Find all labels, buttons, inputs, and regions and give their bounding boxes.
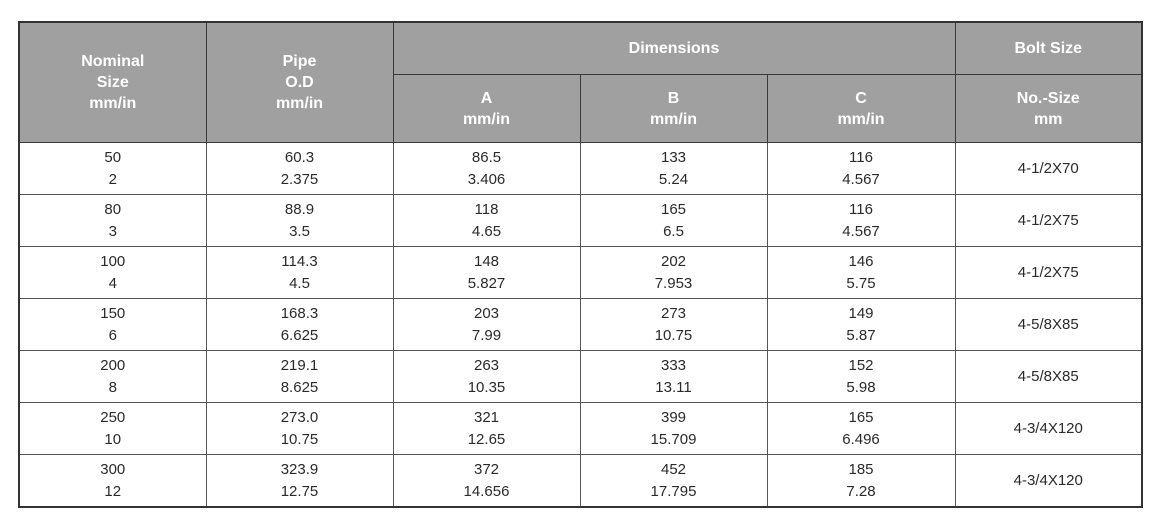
cell-mm: 150 [100, 304, 126, 322]
table-row [19, 403, 1142, 455]
cell-bolt: 4-5/8X85 [955, 351, 1142, 403]
header-col-b-label: B [667, 89, 680, 107]
cell-mm: 399 [660, 408, 687, 426]
cell-od [206, 403, 393, 455]
cell-in: 14.656 [463, 482, 510, 500]
cell-od [206, 247, 393, 299]
cell-bolt: 4-1/2X75 [955, 195, 1142, 247]
cell-a [393, 143, 580, 195]
table-row [19, 455, 1142, 508]
cell-mm: 321 [473, 408, 500, 426]
cell-c [767, 403, 955, 455]
cell-a [393, 299, 580, 351]
flange-dimension-table [18, 21, 1143, 508]
cell-in: 12.75 [280, 482, 319, 500]
cell-c [767, 351, 955, 403]
cell-mm: 273 [660, 304, 687, 322]
cell-od [206, 195, 393, 247]
cell-in: 6.625 [280, 326, 319, 344]
cell-a [393, 455, 580, 508]
cell-in: 4.5 [289, 274, 310, 292]
cell-in: 3.5 [289, 222, 310, 240]
cell-b [580, 351, 767, 403]
cell-mm: 100 [100, 252, 126, 270]
cell-mm: 118 [474, 200, 499, 218]
cell-in: 6.5 [663, 222, 684, 240]
cell-mm: 250 [100, 408, 126, 426]
cell-c [767, 455, 955, 508]
cell-mm: 148 [473, 252, 500, 270]
cell-mm: 146 [848, 252, 874, 270]
cell-mm: 86.5 [471, 148, 502, 166]
cell-in: 7.953 [654, 274, 693, 292]
cell-in: 13.11 [655, 378, 692, 396]
cell-mm: 114.3 [281, 252, 318, 270]
cell-bolt: 4-5/8X85 [955, 299, 1142, 351]
cell-in: 10.35 [467, 378, 506, 396]
header-col-a [393, 75, 580, 143]
header-nominal-size-unit: mm/in [89, 95, 137, 112]
header-pipe-od-line: O.D [285, 74, 314, 91]
cell-mm: 133 [660, 148, 687, 166]
table-row [19, 195, 1142, 247]
cell-b [580, 247, 767, 299]
header-dimensions: Dimensions [393, 22, 955, 75]
table-row [19, 299, 1142, 351]
header-row-top [19, 22, 1142, 75]
header-col-b-unit: mm/in [649, 110, 698, 128]
cell-mm: 152 [848, 356, 874, 374]
table-row [19, 247, 1142, 299]
cell-mm: 168.3 [280, 304, 319, 322]
cell-mm: 202 [660, 252, 687, 270]
cell-mm: 165 [848, 408, 874, 426]
table-header [19, 22, 1142, 143]
cell-c [767, 299, 955, 351]
cell-in: 12.65 [467, 430, 506, 448]
cell-a [393, 403, 580, 455]
header-col-a-label: A [480, 89, 493, 107]
cell-a [393, 195, 580, 247]
header-col-c-unit: mm/in [837, 110, 885, 128]
cell-in: 8.625 [280, 378, 319, 396]
header-col-b [580, 75, 767, 143]
cell-nominal [19, 351, 206, 403]
cell-in: 7.99 [471, 326, 502, 344]
cell-mm: 203 [473, 304, 500, 322]
cell-b [580, 195, 767, 247]
cell-in: 3 [108, 222, 117, 240]
cell-in: 5.24 [658, 170, 689, 188]
cell-mm: 116 [849, 200, 873, 218]
table-row [19, 351, 1142, 403]
cell-in: 12 [104, 482, 122, 500]
cell-mm: 149 [848, 304, 874, 322]
cell-in: 2.375 [280, 170, 319, 188]
cell-in: 17.795 [650, 482, 697, 500]
cell-b [580, 299, 767, 351]
cell-mm: 372 [473, 460, 500, 478]
header-no-size [955, 75, 1142, 143]
cell-in: 10 [104, 430, 122, 448]
cell-in: 3.406 [467, 170, 506, 188]
cell-mm: 452 [660, 460, 687, 478]
header-col-c-label: C [855, 89, 867, 107]
cell-in: 4.567 [842, 222, 880, 240]
cell-nominal [19, 403, 206, 455]
header-no-size-unit: mm [1034, 110, 1063, 128]
cell-nominal [19, 455, 206, 508]
cell-bolt: 4-1/2X70 [955, 143, 1142, 195]
cell-in: 5.87 [846, 326, 876, 344]
header-col-a-unit: mm/in [462, 110, 511, 128]
cell-od [206, 143, 393, 195]
cell-in: 5.75 [846, 274, 876, 292]
cell-mm: 333 [660, 356, 687, 374]
cell-mm: 80 [104, 200, 122, 218]
header-no-size-label: No.-Size [1016, 89, 1080, 107]
header-pipe-od [206, 22, 393, 143]
header-bolt-size: Bolt Size [955, 22, 1142, 75]
header-col-c [767, 75, 955, 143]
table-body [19, 143, 1142, 508]
cell-mm: 219.1 [280, 356, 319, 374]
cell-mm: 50 [104, 148, 122, 166]
cell-od [206, 299, 393, 351]
cell-in: 2 [108, 170, 117, 188]
cell-in: 4.65 [471, 222, 502, 240]
cell-in: 8 [108, 378, 117, 396]
cell-mm: 116 [849, 148, 873, 166]
header-nominal-size-line: Size [96, 74, 129, 91]
cell-nominal [19, 195, 206, 247]
cell-a [393, 247, 580, 299]
cell-mm: 273.0 [280, 408, 319, 426]
header-nominal-size-line: Nominal [81, 53, 145, 70]
cell-in: 5.98 [846, 378, 876, 396]
cell-bolt: 4-1/2X75 [955, 247, 1142, 299]
cell-bolt: 4-3/4X120 [955, 455, 1142, 508]
cell-mm: 200 [100, 356, 126, 374]
cell-in: 5.827 [467, 274, 506, 292]
cell-a [393, 351, 580, 403]
cell-od [206, 351, 393, 403]
cell-mm: 300 [100, 460, 126, 478]
cell-b [580, 403, 767, 455]
header-pipe-od-unit: mm/in [275, 95, 324, 112]
table-row [19, 143, 1142, 195]
cell-mm: 185 [848, 460, 874, 478]
cell-in: 10.75 [654, 326, 693, 344]
cell-mm: 165 [660, 200, 687, 218]
cell-in: 4 [108, 274, 117, 292]
cell-c [767, 195, 955, 247]
cell-in: 6 [108, 326, 117, 344]
cell-od [206, 455, 393, 508]
cell-nominal [19, 247, 206, 299]
cell-mm: 60.3 [284, 148, 315, 166]
cell-c [767, 143, 955, 195]
cell-b [580, 455, 767, 508]
cell-in: 7.28 [846, 482, 876, 500]
cell-in: 6.496 [842, 430, 880, 448]
cell-b [580, 143, 767, 195]
cell-nominal [19, 299, 206, 351]
cell-nominal [19, 143, 206, 195]
cell-mm: 88.9 [284, 200, 315, 218]
cell-bolt: 4-3/4X120 [955, 403, 1142, 455]
cell-in: 10.75 [280, 430, 319, 448]
header-nominal-size [19, 22, 206, 143]
header-pipe-od-line: Pipe [282, 53, 317, 70]
cell-in: 4.567 [842, 170, 880, 188]
cell-c [767, 247, 955, 299]
cell-mm: 263 [473, 356, 500, 374]
cell-mm: 323.9 [280, 460, 319, 478]
cell-in: 15.709 [650, 430, 697, 448]
